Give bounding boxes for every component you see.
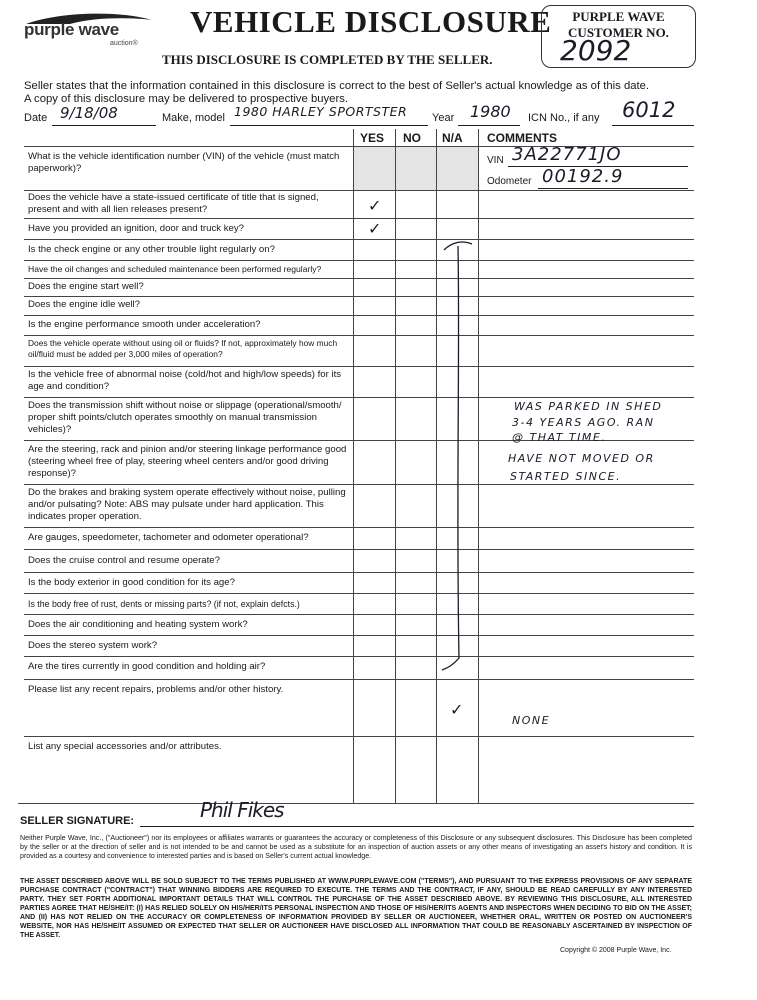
row-line [24,366,694,367]
check-mark-title-yes[interactable]: ✓ [368,196,382,215]
comment-repairs: NONE [512,714,551,727]
logo-subtext: auction® [110,40,138,47]
row-line [24,484,694,485]
customer-label-1: PURPLE WAVE [572,9,665,24]
terms-text: THE ASSET DESCRIBED ABOVE WILL BE SOLD SUBJECT TO THE TERMS PUBLISHED AT WWW.PURPLEWAVE.COM ("TERMS"), AND PURSUANT TO THE EXPRESS PROVISIONS OF ANY SEPARATE PURCHASE CONTRACT ("CONTRACT") THAT WINNING BIDDERS ARE REQUIRED TO EXECUTE. THE TERMS AND THE CONTRACT, IF ANY, SHOULD BE READ CAREFULLY BY ANY INTERESTED PARTY. THEY SET FORTH ADDITIONAL IMPORTANT DETAILS THAT WILL CONTROL THE PURCHASE OF THE ASSET DESCRIBED ABOVE. BY REVIEWING THIS DISCLOSURE, ALL INTERESTED PARTIES AGREE THAT HE/SHE/IT: (I) HAS RELIED SOLELY ON HIS/HER/ITS PERSONAL INSPECTION AND THOSE OF HIS/HER/ITS AGENTS AND INSPECTORS WHEN DECIDING TO BID ON THE ASSET; AND (II) HAS NOT RELIED ON THE ACCURACY OR COMPLETENESS OF INFORMATION PROVIDED BY SELLER OR AUCTIONEER, WHETHER ORAL, WRITTEN OR POSTED ON AUCTIONEER'S WEBSITE, NOR HAS HE/SHE/IT ASSUMED OR EXPECTED THAT SELLER OR AUCTIONEER HAVE DISCLOSED ALL INFORMATION THAT COULD BE REASONABLY ASCERTAINED BY INSPECTION OF THE ASSET. [20,878,692,939]
comment-line-5: STARTED SINCE. [510,470,622,483]
seller-signature-value: Phil Fikes [200,798,284,822]
col-divider-no [395,129,396,803]
row-line [24,593,694,594]
vin-row-shade [353,146,478,190]
check-mark-repairs-na[interactable]: ✓ [450,700,464,719]
vin-value: 3A22771JO [512,144,622,165]
question-recent-repairs: Please list any recent repairs, problems and/or other history. [28,684,284,695]
odometer-label: Odometer [487,176,532,187]
question-engine-idle: Does the engine idle well? [28,299,141,310]
row-line [24,549,694,550]
row-line [24,278,694,279]
question-body-rust: Is the body free of rust, dents or missing parts? (if not, explain defcts.) [28,599,300,609]
question-engine-performance: Is the engine performance smooth under acceleration? [28,319,261,330]
comment-line-1: WAS PARKED IN SHED [514,400,663,413]
row-line [24,614,694,615]
row-line [24,315,694,316]
year-label: Year [432,112,455,124]
odometer-value: 00192.9 [542,166,624,187]
row-line [24,679,694,680]
comment-line-4: HAVE NOT MOVED OR [508,452,655,465]
icn-value: 6012 [622,98,676,122]
row-line [24,527,694,528]
question-gauges: Are gauges, speedometer, tachometer and odometer operational? [28,532,309,543]
seller-signature-label: SELLER SIGNATURE: [20,815,135,827]
row-line [24,218,694,219]
make-model-value: 1980 HARLEY SPORTSTER [234,104,408,119]
question-oil-fluids: Does the vehicle operate without using oil or fluids? If not, approximately how much oil/fluid must be added per 3,000 miles of operation? [28,338,338,359]
vin-label: VIN [487,155,504,166]
question-keys: Have you provided an ignition, door and truck key? [28,223,244,234]
col-header-no: NO [403,131,421,145]
comment-line-3: @ THAT TIME. [512,431,607,444]
row-line [24,296,694,297]
question-accessories: List any special accessories and/or attributes. [28,741,222,752]
intro-line-1: Seller states that the information contained in this disclosure is correct to the best of Seller's actual knowledge as of this date. [24,80,650,92]
col-header-comments: COMMENTS [487,131,557,145]
row-line [24,260,694,261]
question-brakes: Do the brakes and braking system operate effectively without noise, pulling and/or pulsating? Note: ABS may pulsate under hard application. This indicates proper operation. [28,487,346,522]
disclaimer-text: Neither Purple Wave, Inc., ("Auctioneer") nor its employees or affiliates warrants or guarantees the accuracy or completeness of this Disclosure or any subsequent disclosures. This Disclosure has been completed by the seller or at the direction of seller and is not intended to be and cannot be used as a substitute for an inspection of auction assets or any other means of investigating an asset's history and condition. It is provided as a courtesy and convenience to interested parties and is based on Seller's current actual knowledge. [20,834,692,860]
year-value: 1980 [470,102,511,121]
table-bottom-line [18,803,694,804]
question-oil-changes: Have the oil changes and scheduled maintenance been performed regularly? [28,264,322,274]
make-model-label: Make, model [162,112,225,124]
date-label: Date [24,112,48,124]
intro-text [24,80,704,106]
row-line [24,239,694,240]
row-line [24,656,694,657]
row-line [24,572,694,573]
page-subtitle: THIS DISCLOSURE IS COMPLETED BY THE SELLER. [162,52,493,67]
comment-line-2: 3-4 YEARS AGO. RAN [512,416,655,429]
row-line [24,635,694,636]
row-line [24,190,694,191]
intro-line-2: A copy of this disclosure may be delivered to prospective buyers. [24,93,349,105]
copyright-text: Copyright © 2008 Purple Wave, Inc. [560,947,672,954]
question-steering: Are the steering, rack and pinion and/or steering linkage performance good (steering wheel free of play, steering wheel centers and/or good driving response)? [28,444,347,479]
check-mark-keys-yes[interactable]: ✓ [368,219,382,238]
question-air-conditioning: Does the air conditioning and heating system work? [28,619,248,630]
col-header-na: N/A [442,131,463,145]
question-title: Does the vehicle have a state-issued certificate of title that is signed, present and with all lien releases present? [28,192,319,215]
date-value: 9/18/08 [60,104,118,122]
question-engine-start: Does the engine start well? [28,281,144,292]
page-title: VEHICLE DISCLOSURE [190,4,552,39]
row-line [24,335,694,336]
col-header-yes: YES [360,131,385,145]
question-cruise-control: Does the cruise control and resume operate? [28,555,220,566]
row-line [24,397,694,398]
question-transmission: Does the transmission shift without noise or slippage (operational/smooth/ proper shift points/clutch operates smoothly on manual transmission vehicles)? [28,400,342,435]
col-divider-yes [353,129,354,803]
col-divider-na [436,129,437,803]
question-check-engine: Is the check engine or any other trouble light regularly on? [28,244,275,255]
question-tires: Are the tires currently in good condition and holding air? [28,661,266,672]
logo-text: purple wave [24,20,119,39]
question-noise: Is the vehicle free of abnormal noise (cold/hot and high/low speeds) for its age and condition? [28,369,342,392]
question-vin: What is the vehicle identification number (VIN) of the vehicle (must match paperwork)? [28,151,340,174]
row-line [24,736,694,737]
question-stereo: Does the stereo system work? [28,640,158,651]
customer-number-value[interactable]: 2092 [560,34,632,67]
icn-label: ICN No., if any [528,112,600,124]
na-column-line-icon [438,238,482,678]
question-body-exterior: Is the body exterior in good condition for its age? [28,577,235,588]
customer-label-2: CUSTOMER NO. [568,25,669,40]
